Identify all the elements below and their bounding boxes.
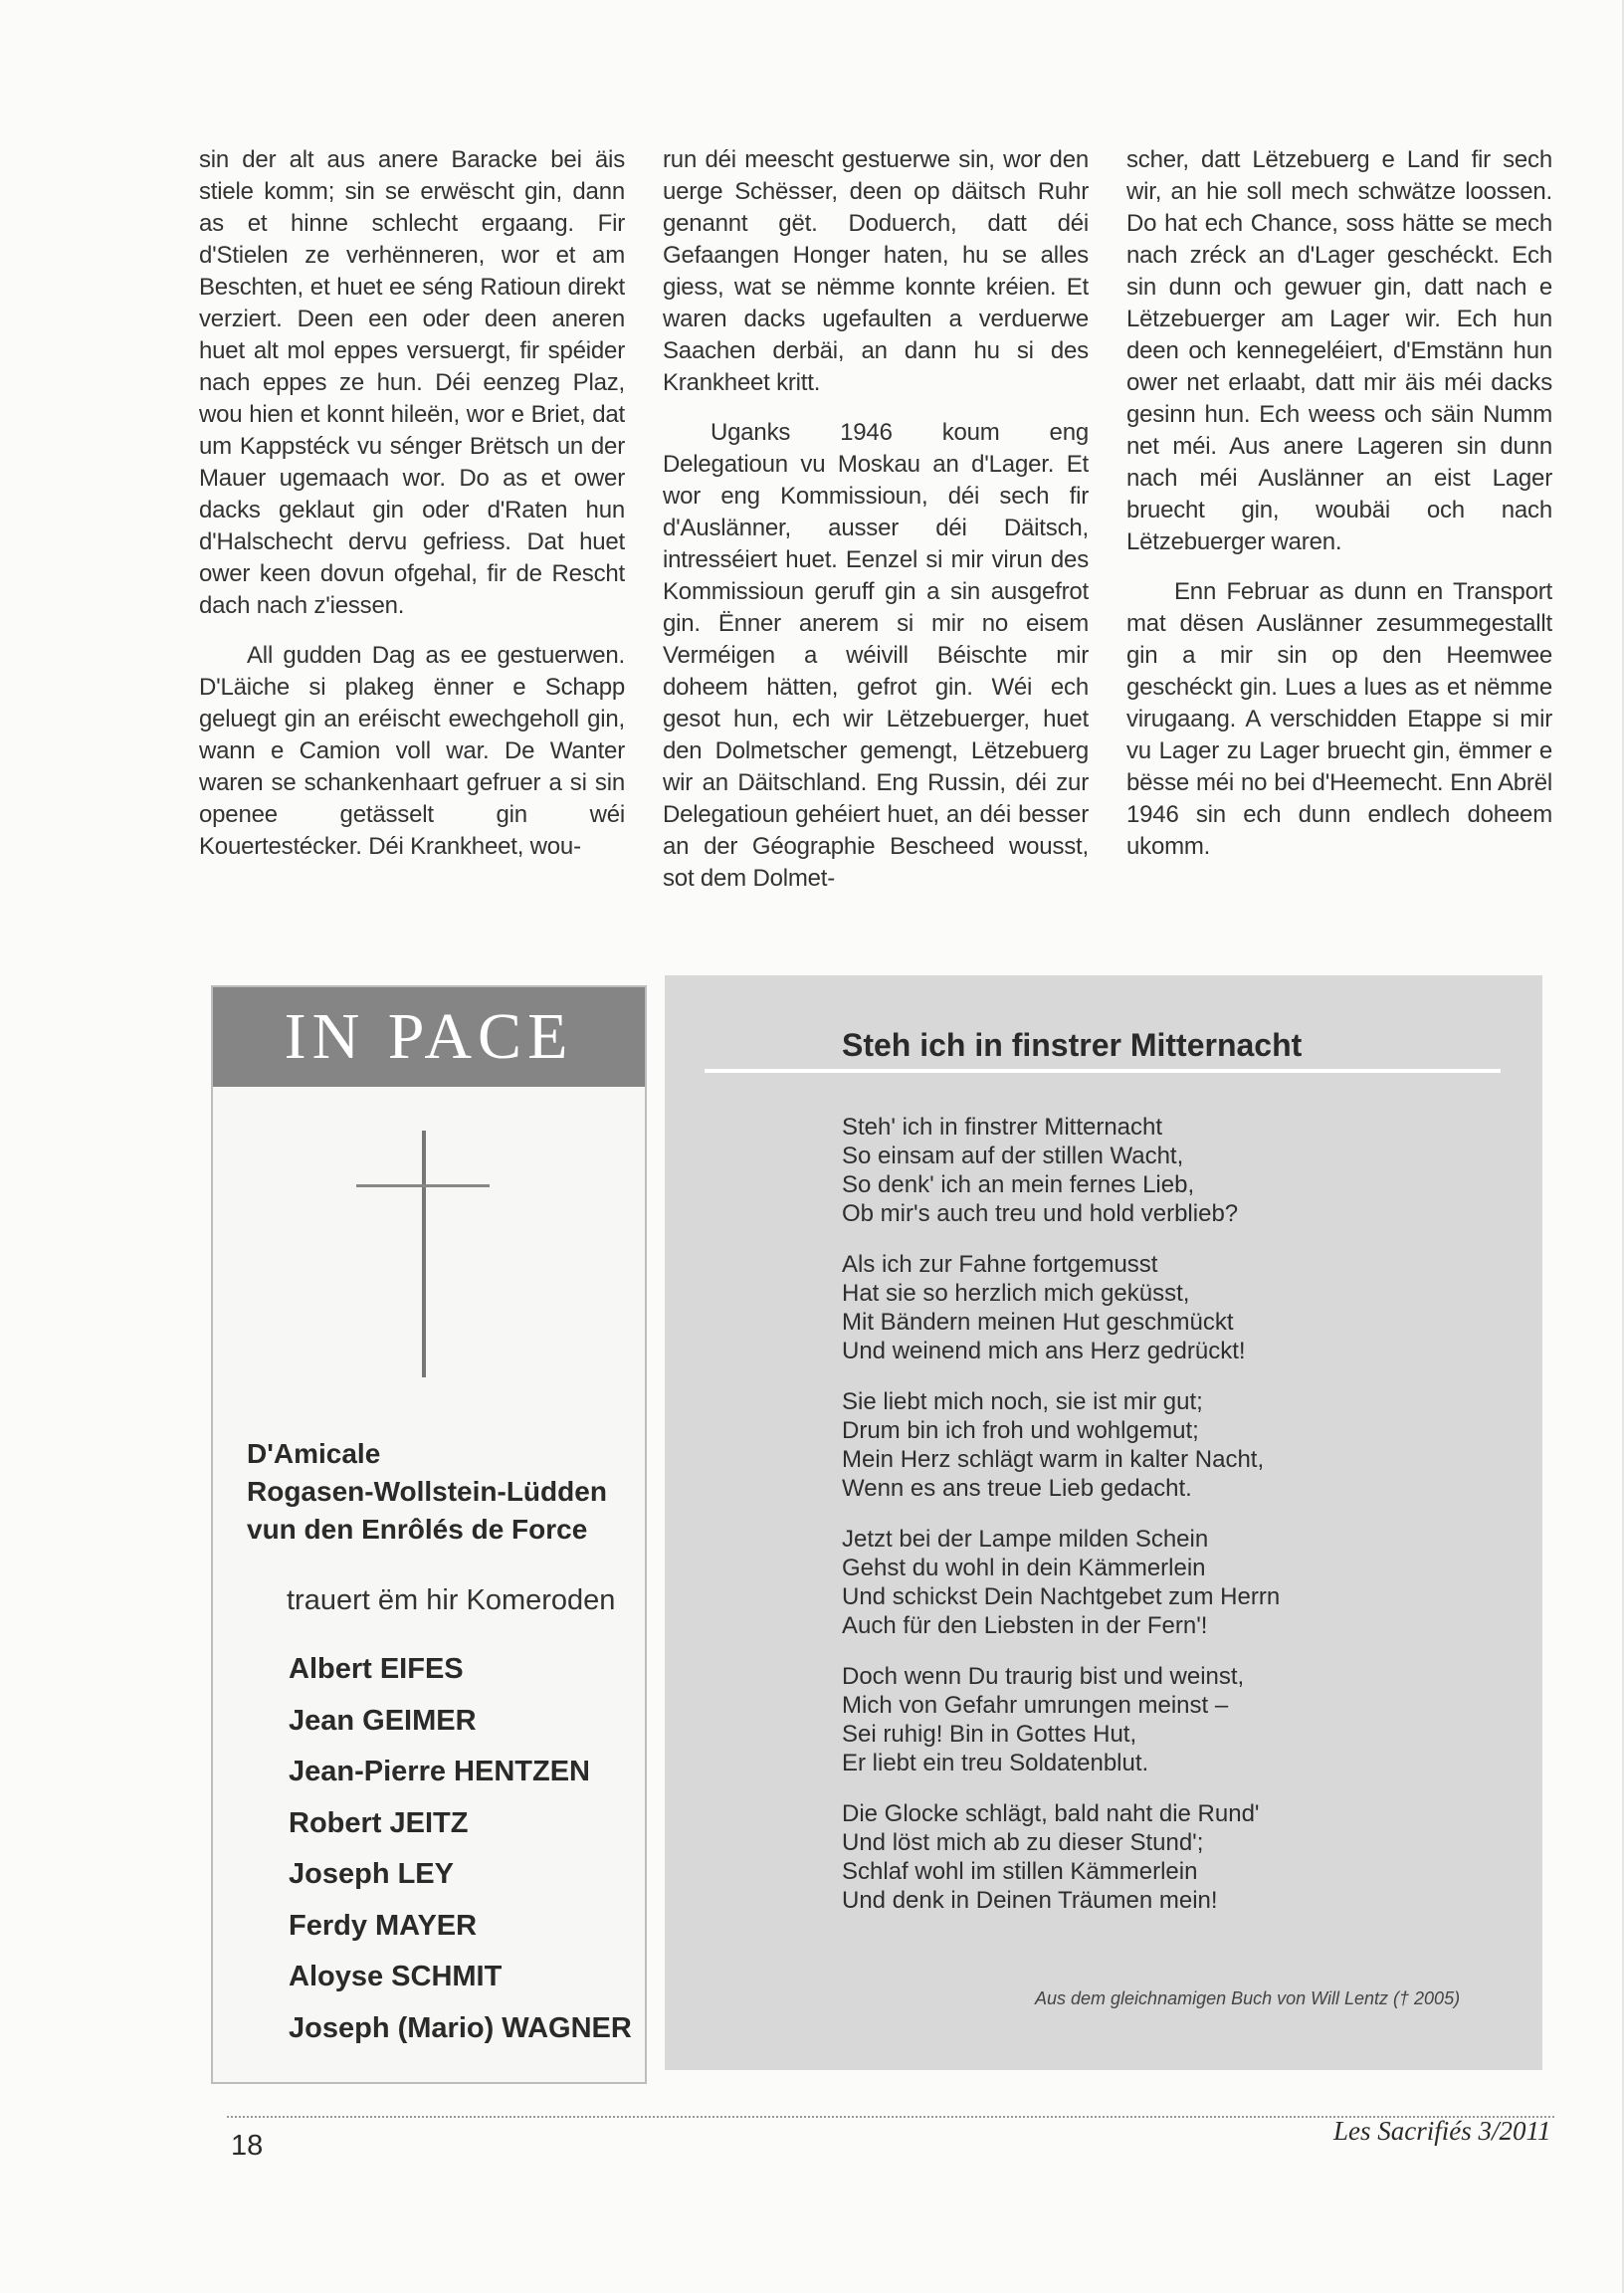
stanza bbox=[842, 1387, 1280, 1503]
in-pace-header bbox=[213, 987, 645, 1087]
amicale-line: vun den Enrôlés de Force bbox=[247, 1514, 588, 1545]
verse-line: Sie liebt mich noch, sie ist mir gut; bbox=[842, 1388, 1203, 1415]
list-item: Joseph LEY bbox=[289, 1858, 454, 1890]
verse-line: Wenn es ans treue Lieb gedacht. bbox=[842, 1475, 1192, 1502]
verse-line: Er liebt ein treu Soldatenblut. bbox=[842, 1750, 1149, 1776]
names-list bbox=[289, 1644, 632, 2054]
paragraph: scher, datt Lëtzebuerg e Land fir sech wir, an hie soll mech schwätze loossen. Do hat ech Chance, soss hätte se mech nach zréck an d'Lager geschéckt. Ech sin dunn och gewuer gin, datt nach e Lëtzebuerger am Lager wir. Ech hun deen och kennegeléiert, d'Emstänn hun ower net erlaabt, datt mir äis méi dacks gesinn hun. Ech weess och säin Numm net méi. Aus anere Lageren sin dunn nach méi Auslänner an eist Lager bruecht gin, woubäi och nach Lëtzebuerger waren. bbox=[1126, 146, 1552, 555]
cross-icon-bar bbox=[356, 1184, 490, 1187]
verse-line: Hat sie so herzlich mich geküsst, bbox=[842, 1280, 1190, 1307]
list-item: Aloyse SCHMIT bbox=[289, 1961, 503, 1992]
amicale-heading bbox=[247, 1435, 635, 1549]
stanza bbox=[842, 1799, 1280, 1915]
verse-line: Ob mir's auch treu und hold verblieb? bbox=[842, 1200, 1239, 1227]
verse-line: Und denk in Deinen Träumen mein! bbox=[842, 1887, 1218, 1914]
amicale-line: D'Amicale bbox=[247, 1438, 381, 1469]
verse-line: So denk' ich an mein fernes Lieb, bbox=[842, 1171, 1195, 1198]
paragraph: Uganks 1946 koum eng Delegatioun vu Moskau an d'Lager. Et wor eng Kommissioun, déi sech fir d'Auslänner, ausser déi Däitsch, intresséiert huet. Eenzel si mir virun des Kommissioun geruff gin a sin ausgefrot gin. Ënner anerem si mir no eisem Verméigen a wéivill Béischte mir doheem hätten, gefrot gin. Wéi ech gesot hun, ech wir Lëtzebuerger, huet den Dolmetscher gemengt, Lëtzebuerg wir an Däitschland. Eng Russin, déi zur Delegatioun gehéiert huet, an déi besser an der Géographie Bescheed wousst, sot dem Dolmet- bbox=[663, 419, 1089, 892]
verse-line: So einsam auf der stillen Wacht, bbox=[842, 1143, 1184, 1169]
verse-line: Gehst du wohl in dein Kämmerlein bbox=[842, 1555, 1206, 1581]
verse-line: Mein Herz schlägt warm in kalter Nacht, bbox=[842, 1446, 1265, 1473]
column-3 bbox=[1126, 144, 1552, 913]
column-1 bbox=[199, 144, 625, 913]
verse-line: Schlaf wohl im stillen Kämmerlein bbox=[842, 1858, 1198, 1885]
stanza bbox=[842, 1525, 1280, 1640]
verse-line: Doch wenn Du traurig bist und weinst, bbox=[842, 1663, 1245, 1690]
paragraph: sin der alt aus anere Baracke bei äis stiele komm; sin se erwëscht gin, dann as et hinne schlecht ergaang. Fir d'Stielen ze verhënneren, wor et am Beschten, et huet ee séng Ratioun direkt verziert. Deen een oder deen aneren huet alt mol eppes versuergt, fir spéider nach eppes ze hun. Déi eenzeg Plaz, wou hien et konnt hileën, wor e Briet, dat um Kappstéck vu sénger Brëtsch un der Mauer ugemaach wor. Do as et ower dacks geklaut gin oder d'Raten hun d'Halschecht dervu gefriess. Dat huet ower keen dovun ofgehal, fir de Rescht dach nach z'iessen. bbox=[199, 146, 625, 619]
list-item: Jean-Pierre HENTZEN bbox=[289, 1756, 590, 1787]
list-item: Albert EIFES bbox=[289, 1653, 464, 1685]
in-pace-box bbox=[211, 985, 647, 2084]
verse-line: Und schickst Dein Nachtgebet zum Herrn bbox=[842, 1583, 1281, 1610]
poem-source: Aus dem gleichnamigen Buch von Will Lentz († 2005) bbox=[1035, 1988, 1461, 2008]
article-columns bbox=[199, 144, 1552, 913]
mourning-text: trauert ëm hir Komeroden bbox=[287, 1584, 616, 1616]
verse-line: Sei ruhig! Bin in Gottes Hut, bbox=[842, 1721, 1137, 1748]
paragraph: Enn Februar as dunn en Transport mat dësen Auslänner zesummegestallt gin a mir sin op den Heemwee geschéckt gin. Lues a lues as et nëmme virugaang. A verschidden Etappe si mir vu Lager zu Lager bruecht gin, ëmmer e bësse méi no bei d'Heemecht. Enn Abrël 1946 sin ech dunn endlech doheem ukomm. bbox=[1126, 578, 1552, 860]
column-2 bbox=[663, 144, 1089, 913]
verse-line: Mit Bändern meinen Hut geschmückt bbox=[842, 1309, 1234, 1336]
list-item: Jean GEIMER bbox=[289, 1704, 477, 1737]
divider bbox=[705, 1069, 1501, 1073]
paragraph: run déi meescht gestuerwe sin, wor den uerge Schësser, deen op däitsch Ruhr genannt gët. Doduerch, datt déi Gefaangen Honger haten, hu se alles giess, wat se nëmme konnte kréien. Et waren dacks ugefaulten a verduerwe Saachen derbäi, an dann hu si des Krankheet kritt. bbox=[663, 146, 1089, 396]
verse-line: Die Glocke schlägt, bald naht die Rund' bbox=[842, 1800, 1260, 1827]
cross-icon bbox=[422, 1131, 426, 1377]
verse-line: Als ich zur Fahne fortgemusst bbox=[842, 1251, 1158, 1278]
verse-line: Steh' ich in finstrer Mitternacht bbox=[842, 1114, 1163, 1141]
stanza bbox=[842, 1250, 1280, 1365]
poem-panel bbox=[665, 975, 1542, 2070]
paragraph: All gudden Dag as ee gestuerwen. D'Läiche si plakeg ënner e Schapp geluegt gin an eréischt ewechgeholl gin, wann e Camion voll war. De Wanter waren se schankenhaart gefruer a si sin openee getässelt gin wéi Kouertestécker. Déi Krankheet, wou- bbox=[199, 642, 625, 860]
poem-title: Steh ich in finstrer Mitternacht bbox=[842, 1027, 1303, 1063]
page-number: 18 bbox=[231, 2130, 264, 2162]
list-item: Robert JEITZ bbox=[289, 1806, 469, 1839]
verse-line: Auch für den Liebsten in der Fern'! bbox=[842, 1612, 1208, 1639]
list-item: Ferdy MAYER bbox=[289, 1909, 478, 1942]
stanza bbox=[842, 1113, 1280, 1228]
verse-line: Drum bin ich froh und wohlgemut; bbox=[842, 1417, 1199, 1444]
in-pace-title: IN PACE bbox=[284, 1000, 574, 1073]
amicale-line: Rogasen-Wollstein-Lüdden bbox=[247, 1476, 607, 1507]
list-item: Joseph (Mario) WAGNER bbox=[289, 2011, 632, 2044]
poem-stanzas bbox=[842, 1113, 1280, 1937]
verse-line: Und löst mich ab zu dieser Stund'; bbox=[842, 1829, 1204, 1856]
journal-title: Les Sacrifiés 3/2011 bbox=[1333, 2116, 1551, 2146]
verse-line: Jetzt bei der Lampe milden Schein bbox=[842, 1526, 1209, 1553]
verse-line: Mich von Gefahr umrungen meinst – bbox=[842, 1692, 1229, 1719]
stanza bbox=[842, 1662, 1280, 1777]
verse-line: Und weinend mich ans Herz gedrückt! bbox=[842, 1338, 1246, 1364]
